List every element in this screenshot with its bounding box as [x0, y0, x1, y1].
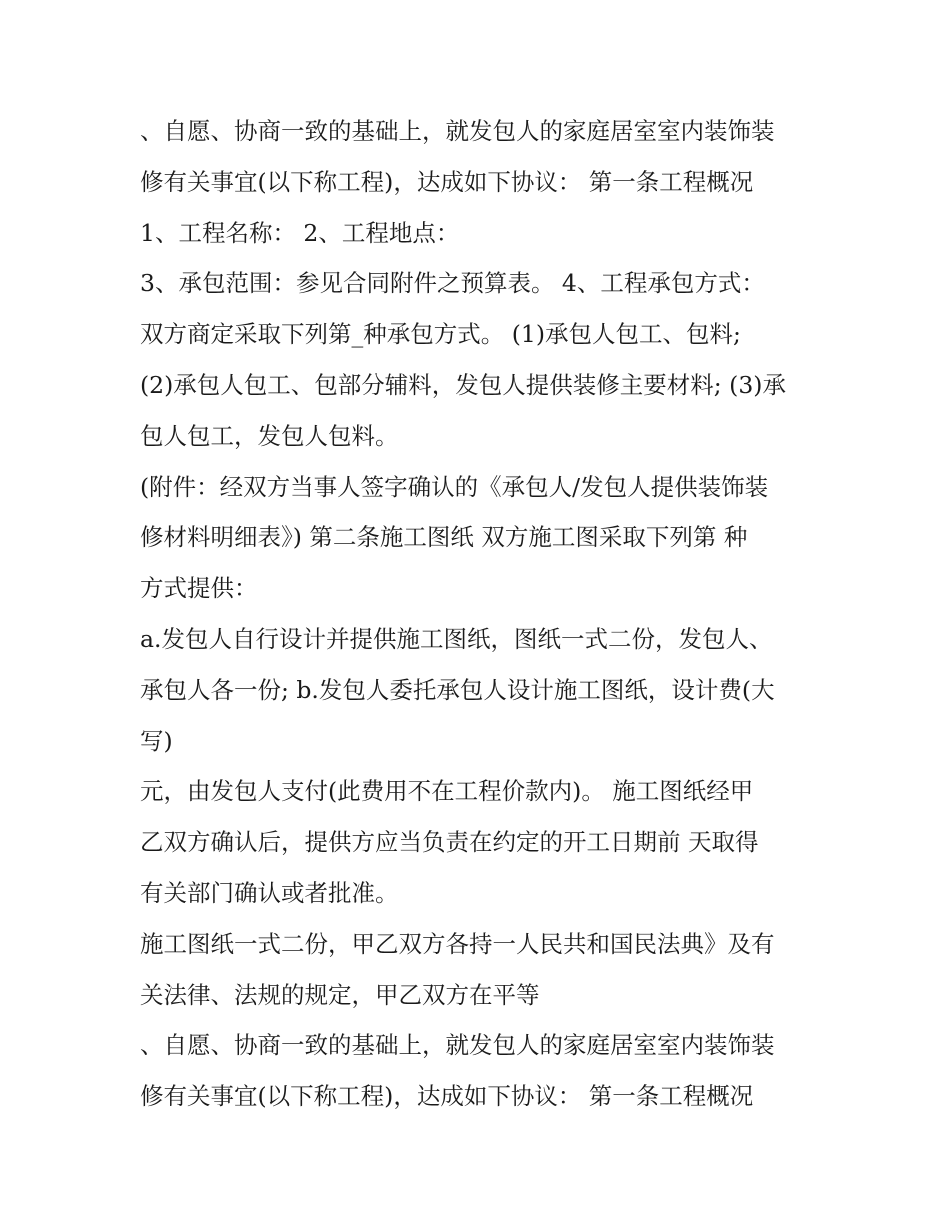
text-line: 、自愿、协商一致的基础上，就发包人的家庭居室室内装饰装: [140, 1031, 775, 1060]
text-line: 双方商定采取下列第_种承包方式。 (1)承包人包工、包料;: [140, 320, 741, 349]
text-line: 方式提供：: [140, 574, 258, 603]
text-line: 乙双方确认后，提供方应当负责在约定的开工日期前 天取得: [140, 828, 759, 857]
text-line: 写): [140, 726, 173, 755]
text-line: 修有关事宜(以下称工程)，达成如下协议： 第一条工程概况: [140, 167, 754, 196]
text-line: 修材料明细表》) 第二条施工图纸 双方施工图采取下列第 种: [140, 523, 748, 552]
text-line: (附件：经双方当事人签字确认的《承包人/发包人提供装饰装: [140, 472, 769, 501]
text-line: 元，由发包人支付(此费用不在工程价款内)。 施工图纸经甲: [140, 777, 754, 806]
text-line: (2)承包人包工、包部分辅料，发包人提供装修主要材料; (3)承: [140, 370, 786, 399]
text-line: 关法律、法规的规定，甲乙双方在平等: [140, 980, 540, 1009]
text-line: 3、承包范围：参见合同附件之预算表。 4、工程承包方式：: [140, 269, 765, 298]
text-line: 1、工程名称： 2、工程地点：: [140, 218, 460, 247]
text-line: 承包人各一份; b.发包人委托承包人设计施工图纸，设计费(大: [140, 675, 775, 704]
text-line: 施工图纸一式二份，甲乙双方各持一人民共和国民法典》及有: [140, 929, 775, 958]
text-line: 包人包工，发包人包料。: [140, 421, 399, 450]
text-line: 修有关事宜(以下称工程)，达成如下协议： 第一条工程概况: [140, 1082, 754, 1111]
text-line: 、自愿、协商一致的基础上，就发包人的家庭居室室内装饰装: [140, 117, 775, 145]
text-line: 有关部门确认或者批准。: [140, 878, 399, 907]
text-line: a.发包人自行设计并提供施工图纸，图纸一式二份，发包人、: [140, 624, 773, 653]
document-body: [140, 106, 830, 1122]
